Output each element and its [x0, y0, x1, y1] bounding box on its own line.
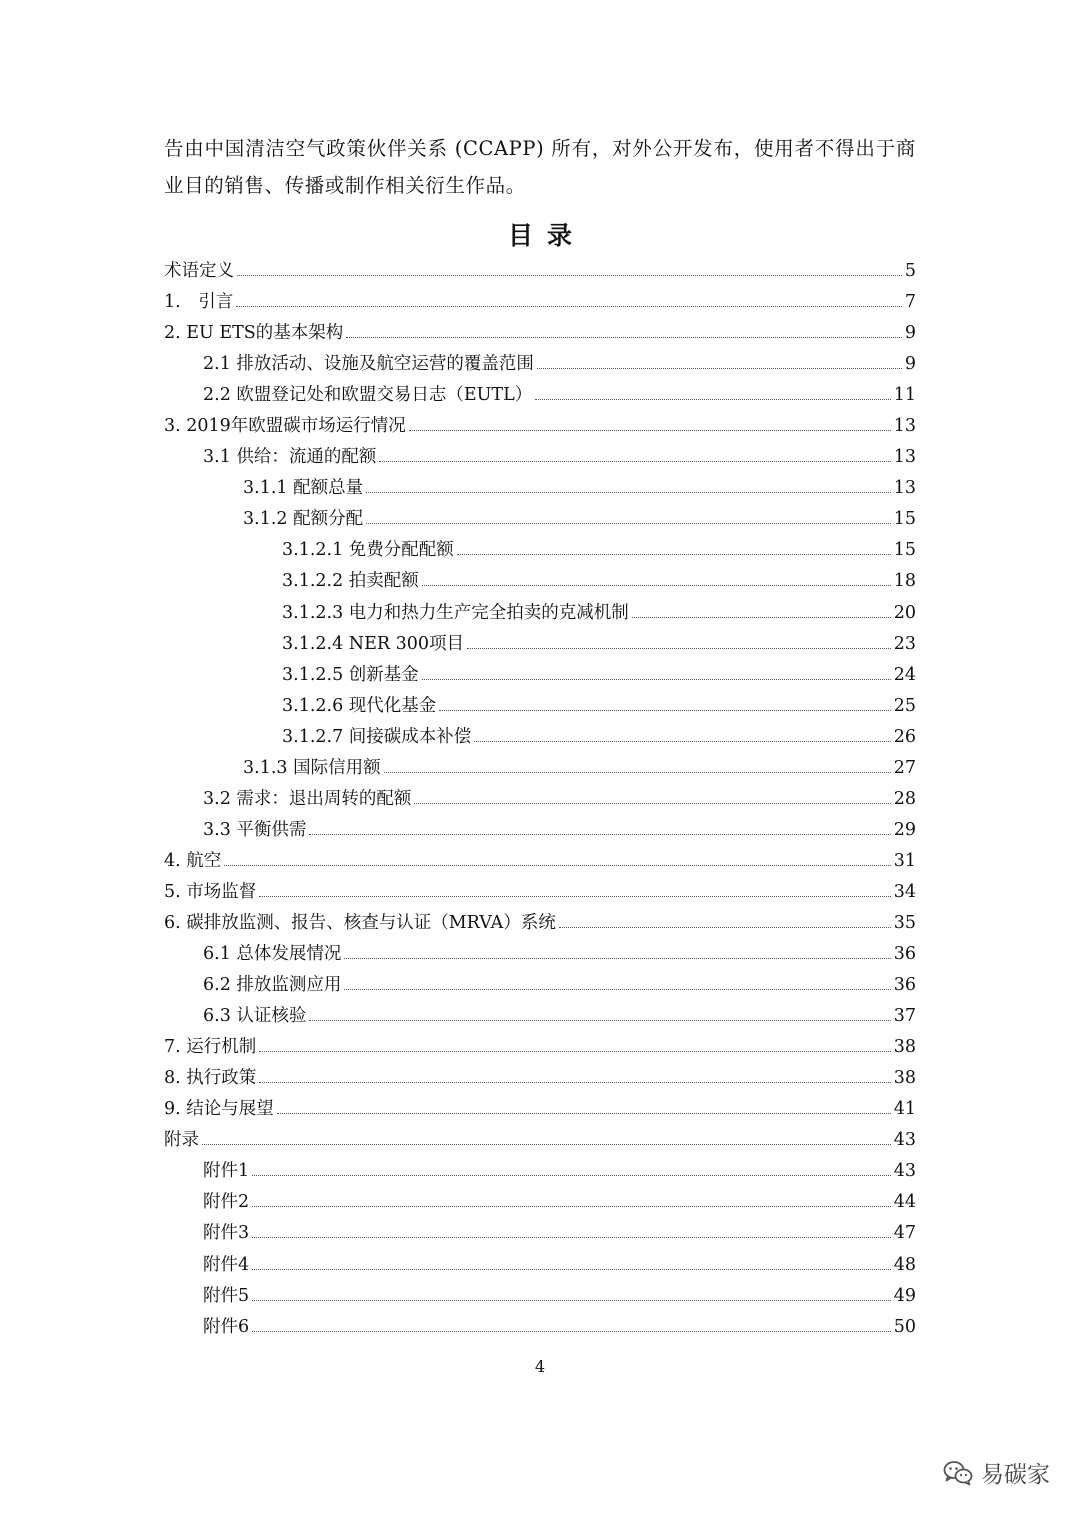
toc-dot-leader: [409, 430, 891, 431]
toc-dot-leader: [309, 1020, 890, 1021]
toc-entry-page: 44: [893, 1192, 916, 1213]
toc-entry-page: 38: [893, 1037, 916, 1058]
toc-dot-leader: [344, 989, 890, 990]
toc-dot-leader: [252, 1237, 891, 1238]
toc-dot-leader: [439, 710, 890, 711]
toc-entry-title: 3.1.2 配额分配: [243, 509, 364, 530]
toc-entry-title: 6.3 认证核验: [203, 1006, 307, 1027]
toc-entry[interactable]: [164, 908, 916, 939]
toc-dot-leader: [237, 275, 902, 276]
toc-entry-page: 25: [893, 695, 916, 716]
toc-entry[interactable]: [164, 877, 916, 908]
toc-entry[interactable]: [164, 318, 916, 349]
toc-entry[interactable]: [164, 939, 916, 970]
toc-entry-page: 38: [893, 1068, 916, 1089]
toc-entry-title: 术语定义: [164, 261, 234, 281]
toc-entry-title: 3.2 需求：退出周转的配额: [203, 788, 412, 809]
toc-dot-leader: [277, 1113, 891, 1114]
toc-dot-leader: [259, 1051, 890, 1052]
toc-entry-title: 附件3: [203, 1223, 250, 1244]
toc-dot-leader: [559, 927, 891, 928]
toc-entry-page: 50: [893, 1316, 916, 1337]
toc-entry-page: 48: [893, 1254, 916, 1275]
toc-entry-page: 15: [893, 509, 916, 530]
toc-entry-page: 31: [893, 850, 916, 871]
toc-entry[interactable]: [164, 1312, 916, 1343]
toc-entry[interactable]: [164, 815, 916, 846]
toc-dot-leader: [467, 648, 891, 649]
toc-entry[interactable]: [164, 1281, 916, 1312]
toc-entry[interactable]: [164, 287, 916, 318]
toc-entry-title: 9. 结论与展望: [164, 1099, 274, 1120]
toc-entry-page: 13: [893, 416, 916, 437]
toc-entry-page: 41: [893, 1099, 916, 1120]
intro-paragraph: 告由中国清洁空气政策伙伴关系 (CCAPP) 所有，对外公开发布，使用者不得出于商业目的销售、传播或制作相关衍生作品。: [164, 137, 916, 197]
toc-entry-page: 13: [893, 447, 916, 468]
toc-entry-page: 28: [893, 788, 916, 809]
toc-entry[interactable]: [164, 753, 916, 784]
toc-entry[interactable]: [164, 660, 916, 691]
toc-dot-leader: [309, 834, 890, 835]
toc-entry[interactable]: [164, 442, 916, 473]
toc-dot-leader: [252, 1175, 891, 1176]
toc-entry-page: 43: [893, 1130, 916, 1151]
toc-entry-title: 3.1.3 国际信用额: [243, 757, 381, 778]
toc-entry[interactable]: [164, 473, 916, 504]
toc-entry-title: 2.2 欧盟登记处和欧盟交易日志（EUTL）: [203, 385, 533, 406]
toc-dot-leader: [252, 1331, 891, 1332]
toc-entry[interactable]: [164, 722, 916, 753]
toc-entry-title: 6.2 排放监测应用: [203, 975, 342, 996]
toc-entry[interactable]: [164, 1094, 916, 1125]
toc-entry-page: 36: [893, 944, 916, 965]
toc-entry[interactable]: [164, 1125, 916, 1156]
page-number: 4: [534, 1357, 546, 1376]
toc-entry-page: 37: [893, 1006, 916, 1027]
toc-entry-page: 34: [893, 881, 916, 902]
toc-entry-page: 23: [893, 633, 916, 654]
toc-dot-leader: [379, 461, 890, 462]
toc-entry-page: 36: [893, 975, 916, 996]
wechat-icon: [943, 1460, 973, 1486]
toc-dot-leader: [224, 865, 890, 866]
toc-entry-title: 4. 航空: [164, 850, 222, 871]
toc-entry-title: 附件2: [203, 1192, 250, 1213]
toc-entry[interactable]: [164, 691, 916, 722]
toc-entry-title: 附录: [164, 1130, 199, 1151]
toc-entry[interactable]: [164, 1063, 916, 1094]
toc-dot-leader: [632, 617, 891, 618]
toc-entry-title: 6. 碳排放监测、报告、核查与认证（MRVA）系统: [164, 912, 556, 933]
table-of-contents: [164, 256, 916, 1343]
toc-entry-page: 29: [893, 819, 916, 840]
toc-entry-title: 5. 市场监督: [164, 881, 257, 902]
toc-entry-title: 3.1.2.4 NER 300项目: [282, 633, 465, 654]
toc-entry[interactable]: [164, 598, 916, 629]
toc-entry[interactable]: [164, 1218, 916, 1249]
toc-entry-page: 18: [893, 571, 916, 592]
toc-entry-page: 20: [893, 602, 916, 623]
toc-dot-leader: [422, 679, 891, 680]
toc-dot-leader: [384, 772, 891, 773]
toc-dot-leader: [535, 399, 891, 400]
toc-entry-title: 2. EU ETS的基本架构: [164, 323, 344, 344]
toc-entry-title: 3.1.2.6 现代化基金: [282, 695, 437, 716]
toc-entry-title: 3.1.2.2 拍卖配额: [282, 571, 419, 592]
toc-entry-title: 附件1: [203, 1161, 250, 1182]
toc-dot-leader: [414, 803, 890, 804]
toc-entry[interactable]: [164, 1156, 916, 1187]
toc-entry-page: 49: [893, 1285, 916, 1306]
toc-dot-leader: [346, 337, 902, 338]
toc-entry[interactable]: [164, 784, 916, 815]
toc-dot-leader: [252, 1300, 891, 1301]
toc-entry[interactable]: [164, 970, 916, 1001]
watermark-text: 易碳家: [981, 1462, 1050, 1488]
toc-entry-title: 3. 2019年欧盟碳市场运行情况: [164, 416, 406, 437]
toc-entry-title: 8. 执行政策: [164, 1068, 257, 1089]
toc-entry-page: 9: [904, 354, 916, 375]
toc-entry[interactable]: [164, 1032, 916, 1063]
toc-entry-page: 11: [893, 385, 916, 406]
toc-entry-page: 5: [904, 261, 916, 281]
toc-entry-title: 1. 引言: [164, 292, 234, 313]
toc-entry-title: 2.1 排放活动、设施及航空运营的覆盖范围: [203, 354, 534, 375]
toc-entry-page: 9: [904, 323, 916, 344]
toc-entry-page: 26: [893, 726, 916, 747]
toc-entry-title: 3.1.2.3 电力和热力生产完全拍卖的克减机制: [282, 602, 629, 623]
toc-entry-title: 附件4: [203, 1254, 250, 1275]
toc-entry-title: 7. 运行机制: [164, 1037, 257, 1058]
toc-entry-title: 3.1.2.5 创新基金: [282, 664, 419, 685]
toc-dot-leader: [366, 523, 891, 524]
toc-entry[interactable]: [164, 349, 916, 380]
toc-entry-page: 35: [893, 912, 916, 933]
toc-entry-page: 47: [893, 1223, 916, 1244]
toc-entry[interactable]: [164, 1001, 916, 1032]
toc-dot-leader: [252, 1206, 891, 1207]
toc-dot-leader: [252, 1269, 891, 1270]
toc-entry-page: 15: [893, 540, 916, 561]
toc-entry-title: 3.1.1 配额总量: [243, 478, 364, 499]
toc-entry-title: 3.1.2.7 间接碳成本补偿: [282, 726, 472, 747]
toc-dot-leader: [344, 958, 890, 959]
toc-dot-leader: [236, 306, 902, 307]
toc-entry[interactable]: [164, 411, 916, 442]
toc-entry-page: 27: [893, 757, 916, 778]
toc-entry-title: 3.1 供给：流通的配额: [203, 447, 377, 468]
toc-entry-page: 43: [893, 1161, 916, 1182]
toc-entry-title: 附件5: [203, 1285, 250, 1306]
toc-entry[interactable]: [164, 535, 916, 566]
toc-dot-leader: [366, 492, 891, 493]
toc-dot-leader: [259, 1082, 890, 1083]
toc-dot-leader: [457, 554, 891, 555]
toc-dot-leader: [422, 585, 891, 586]
toc-entry-title: 3.3 平衡供需: [203, 819, 307, 840]
toc-dot-leader: [537, 368, 902, 369]
toc-dot-leader: [474, 741, 890, 742]
toc-dot-leader: [259, 896, 890, 897]
toc-title: 目录: [507, 221, 586, 250]
toc-entry-title: 3.1.2.1 免费分配配额: [282, 540, 454, 561]
toc-entry-page: 24: [893, 664, 916, 685]
watermark: [943, 1456, 1050, 1489]
toc-entry-page: 13: [893, 478, 916, 499]
toc-entry[interactable]: [164, 629, 916, 660]
toc-entry[interactable]: [164, 846, 916, 877]
toc-entry-title: 6.1 总体发展情况: [203, 944, 342, 965]
toc-entry[interactable]: [164, 1187, 916, 1218]
toc-entry-title: 附件6: [203, 1316, 250, 1337]
toc-dot-leader: [202, 1144, 891, 1145]
toc-entry-page: 7: [904, 292, 916, 313]
toc-entry[interactable]: [164, 256, 916, 287]
toc-entry[interactable]: [164, 1250, 916, 1281]
toc-entry[interactable]: [164, 566, 916, 597]
toc-entry[interactable]: [164, 380, 916, 411]
toc-entry[interactable]: [164, 504, 916, 535]
